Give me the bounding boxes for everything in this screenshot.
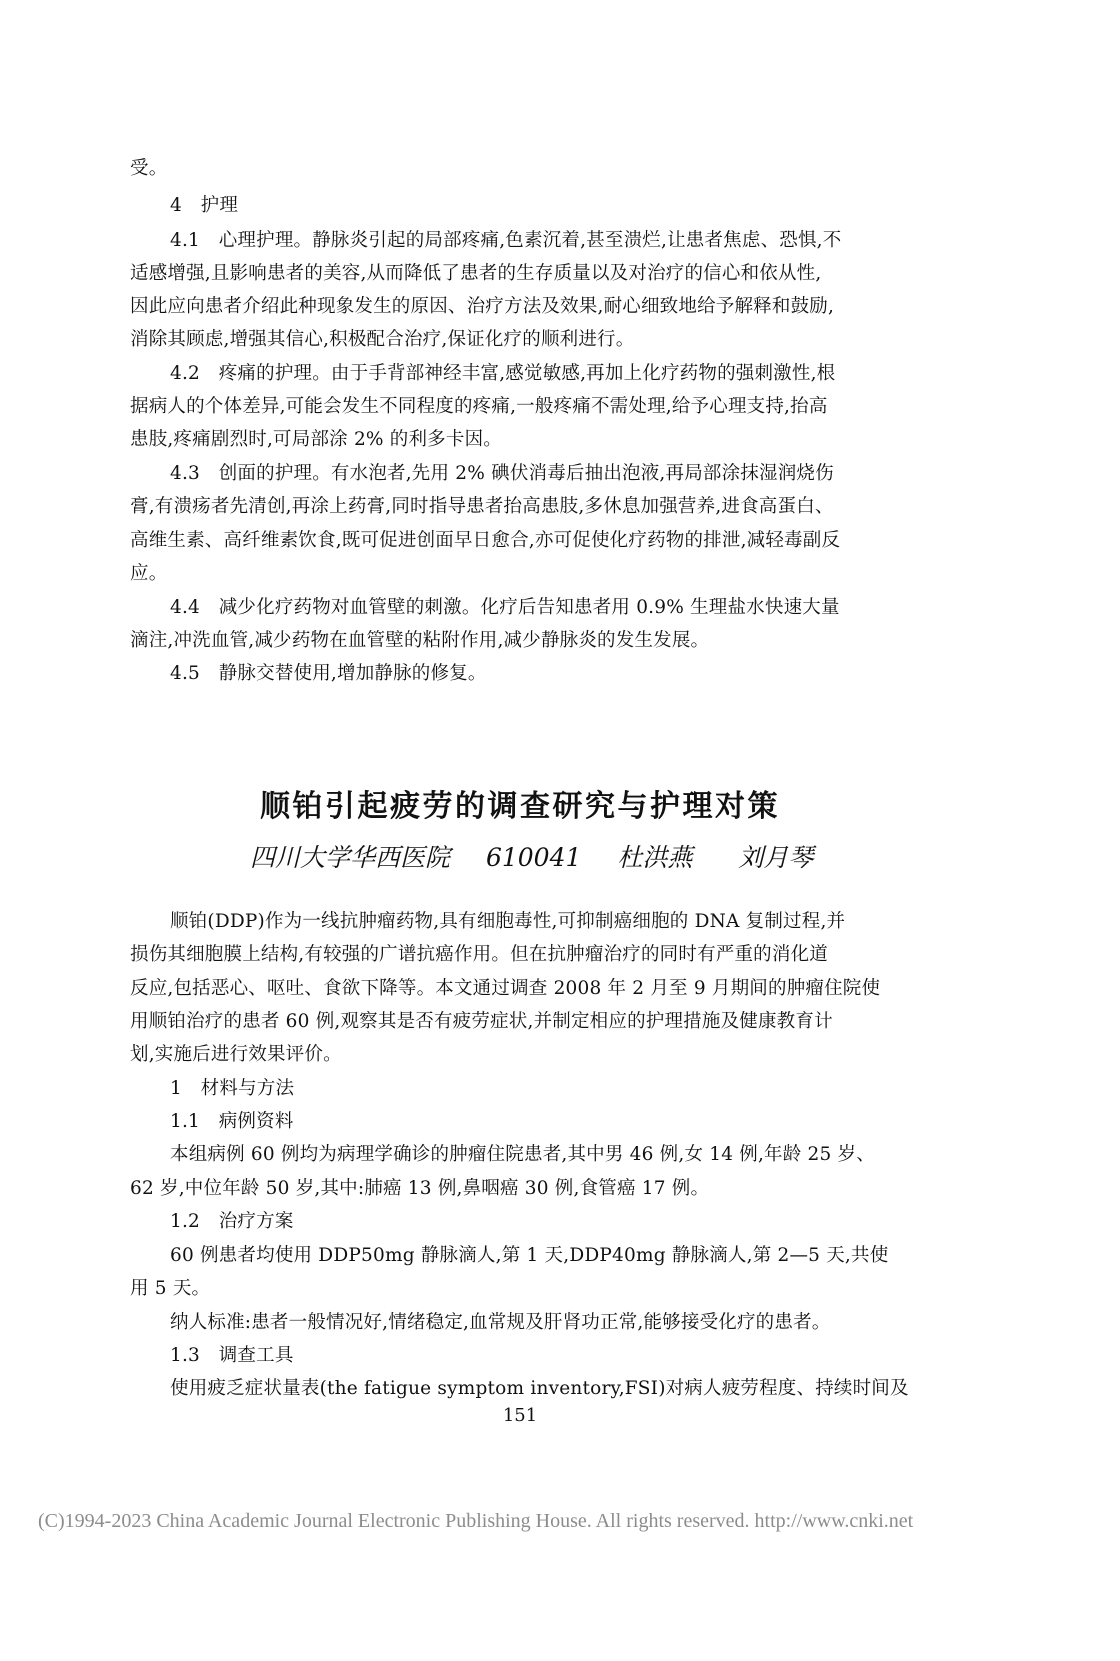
section-heading-1-3: 1.3 调查工具 [170, 1345, 294, 1366]
postcode: 610041 [485, 843, 582, 872]
para-4-1-line: 适感增强,且影响患者的美容,从而降低了患者的生存质量以及对治疗的信心和依从性, [130, 263, 822, 284]
section-heading-1: 1 材料与方法 [170, 1078, 295, 1099]
byline [250, 842, 813, 874]
article-title: 顺铂引起疲劳的调查研究与护理对策 [260, 789, 780, 824]
intro-line: 划,实施后进行效果评价。 [130, 1044, 342, 1065]
intro-line: 反应,包括恶心、呕吐、食欲下降等。本文通过调查 2008 年 2 月至 9 月期间的肿瘤住院使 [130, 978, 881, 999]
para-4-5: 4.5 静脉交替使用,增加静脉的修复。 [170, 663, 487, 684]
intro-line: 顺铂(DDP)作为一线抗肿瘤药物,具有细胞毒性,可抑制癌细胞的 DNA 复制过程,并 [170, 911, 846, 932]
continued-text: 受。 [130, 158, 168, 179]
para-4-2-line: 4.2 疼痛的护理。由于手背部神经丰富,感觉敏感,再加上化疗药物的强刺激性,根 [170, 363, 836, 384]
para-1-2-line: 用 5 天。 [130, 1278, 211, 1299]
para-4-2-line: 据病人的个体差异,可能会发生不同程度的疼痛,一般疼痛不需处理,给予心理支持,抬高 [130, 396, 828, 417]
copyright-footer: (C)1994-2023 China Academic Journal Electronic Publishing House. All rights reserved. http://www.cnki.net [38, 1510, 914, 1532]
para-1-1-line: 62 岁,中位年龄 50 岁,其中:肺癌 13 例,鼻咽癌 30 例,食管癌 17 例。 [130, 1178, 710, 1199]
para-1-3-line: 使用疲乏症状量表(the fatigue symptom inventory,FSI)对病人疲劳程度、持续时间及 [170, 1378, 909, 1399]
para-1-1-line: 本组病例 60 例均为病理学确诊的肿瘤住院患者,其中男 46 例,女 14 例,年龄 25 岁、 [170, 1144, 875, 1165]
page-number: 151 [502, 1405, 538, 1426]
intro-line: 用顺铂治疗的患者 60 例,观察其是否有疲劳症状,并制定相应的护理措施及健康教育计 [130, 1011, 833, 1032]
para-4-3-line: 膏,有溃疡者先清创,再涂上药膏,同时指导患者抬高患肢,多休息加强营养,进食高蛋白、 [130, 496, 834, 517]
para-4-1-line: 4.1 心理护理。静脉炎引起的局部疼痛,色素沉着,甚至溃烂,让患者焦虑、恐惧,不 [170, 230, 842, 251]
author: 刘月琴 [738, 843, 814, 872]
para-4-3-line: 高维生素、高纤维素饮食,既可促进创面早日愈合,亦可促使化疗药物的排泄,减轻毒副反 [130, 530, 841, 551]
para-4-1-line: 消除其顾虑,增强其信心,积极配合治疗,保证化疗的顺利进行。 [130, 329, 635, 350]
inclusion-criteria: 纳人标准:患者一般情况好,情绪稳定,血常规及肝肾功正常,能够接受化疗的患者。 [170, 1312, 831, 1333]
para-4-1-line: 因此应向患者介绍此种现象发生的原因、治疗方法及效果,耐心细致地给予解释和鼓励, [130, 296, 835, 317]
para-4-4-line: 4.4 减少化疗药物对血管壁的刺激。化疗后告知患者用 0.9% 生理盐水快速大量 [170, 597, 840, 618]
institution: 四川大学华西医院 [250, 843, 451, 872]
para-1-2-line: 60 例患者均使用 DDP50mg 静脉滴人,第 1 天,DDP40mg 静脉滴人,第 2—5 天,共使 [170, 1245, 889, 1266]
intro-line: 损伤其细胞膜上结构,有较强的广谱抗癌作用。但在抗肿瘤治疗的同时有严重的消化道 [130, 944, 828, 965]
author: 杜洪燕 [617, 843, 693, 872]
section-heading-4: 4 护理 [170, 195, 239, 216]
para-4-3-line: 4.3 创面的护理。有水泡者,先用 2% 碘伏消毒后抽出泡液,再局部涂抹湿润烧伤 [170, 463, 834, 484]
para-4-3-line: 应。 [130, 563, 168, 584]
para-4-4-line: 滴注,冲洗血管,减少药物在血管壁的粘附作用,减少静脉炎的发生发展。 [130, 630, 710, 651]
para-4-2-line: 患肢,疼痛剧烈时,可局部涂 2% 的利多卡因。 [130, 429, 502, 450]
section-heading-1-1: 1.1 病例资料 [170, 1111, 294, 1132]
section-heading-1-2: 1.2 治疗方案 [170, 1211, 294, 1232]
